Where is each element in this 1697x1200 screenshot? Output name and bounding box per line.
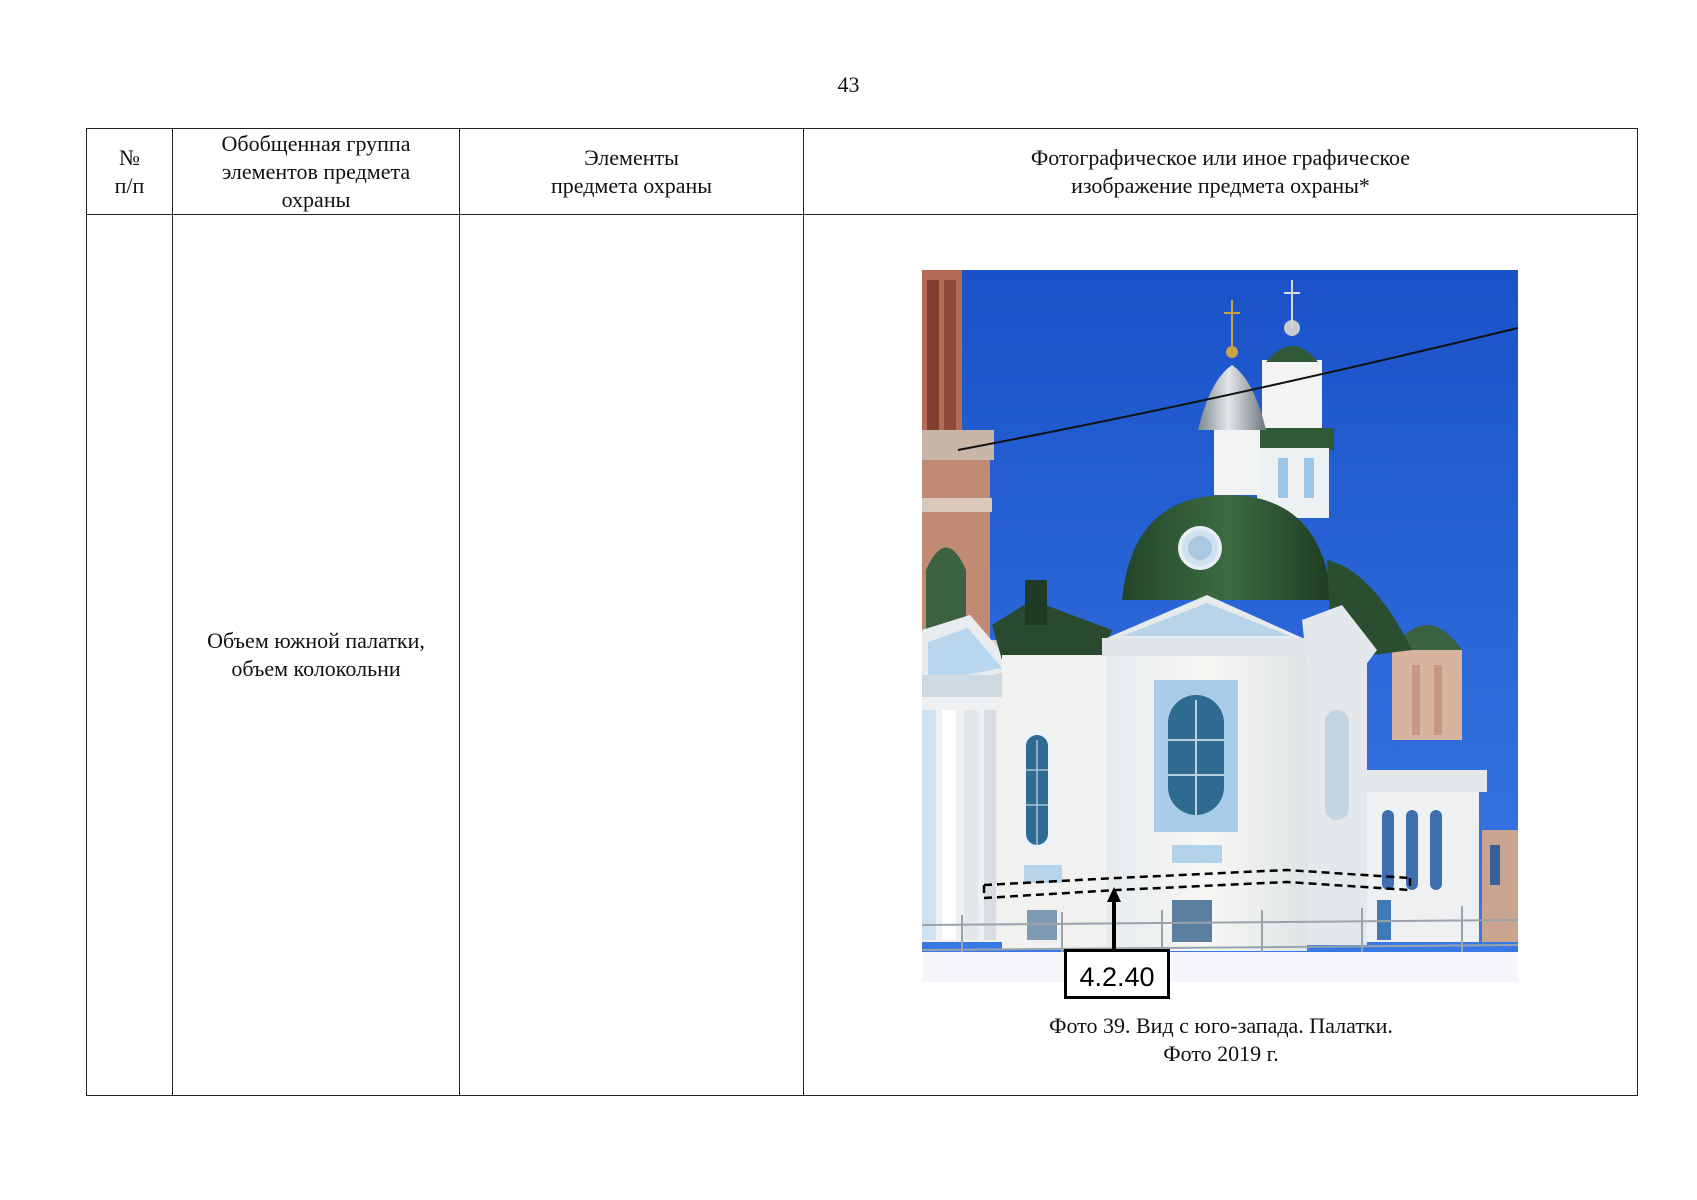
snow-ground <box>922 952 1518 982</box>
header-group-line: Обобщенная группа <box>221 130 411 156</box>
header-group-line: элементов предмета <box>221 158 411 184</box>
header-image-line: изображение предмета охраны* <box>1071 172 1370 198</box>
cell-image <box>804 215 1638 1096</box>
header-group <box>173 129 460 215</box>
photo-caption <box>804 1012 1638 1068</box>
photo-caption-line: Фото 39. Вид с юго-запада. Палатки. <box>1049 1013 1393 1038</box>
table-header-row <box>87 129 1638 215</box>
cell-group-line: Объем южной палатки, <box>207 628 425 653</box>
header-image-line: Фотографическое или иное графическое <box>1030 144 1411 170</box>
cell-group <box>173 215 460 1096</box>
church-photo-drawing <box>922 270 1518 982</box>
photo-tag-label: 4.2.40 <box>1064 949 1170 999</box>
header-number-line: п/п <box>114 172 145 198</box>
photo-caption-line: Фото 2019 г. <box>1163 1041 1279 1066</box>
protection-table <box>86 128 1638 1096</box>
cell-elements <box>460 215 804 1096</box>
header-number-line: № <box>119 144 140 170</box>
chimney <box>1025 580 1047 625</box>
header-number <box>87 129 173 215</box>
church-photo <box>922 270 1518 992</box>
cell-group-line: объем колокольни <box>231 656 401 681</box>
header-elements-line: предмета охраны <box>550 172 713 198</box>
header-image <box>804 129 1638 215</box>
page-number: 43 <box>837 72 860 97</box>
header-elements <box>460 129 804 215</box>
header-group-line: охраны <box>281 186 351 212</box>
table-row <box>87 215 1638 1096</box>
header-elements-line: Элементы <box>584 144 679 170</box>
cell-number <box>87 215 173 1096</box>
